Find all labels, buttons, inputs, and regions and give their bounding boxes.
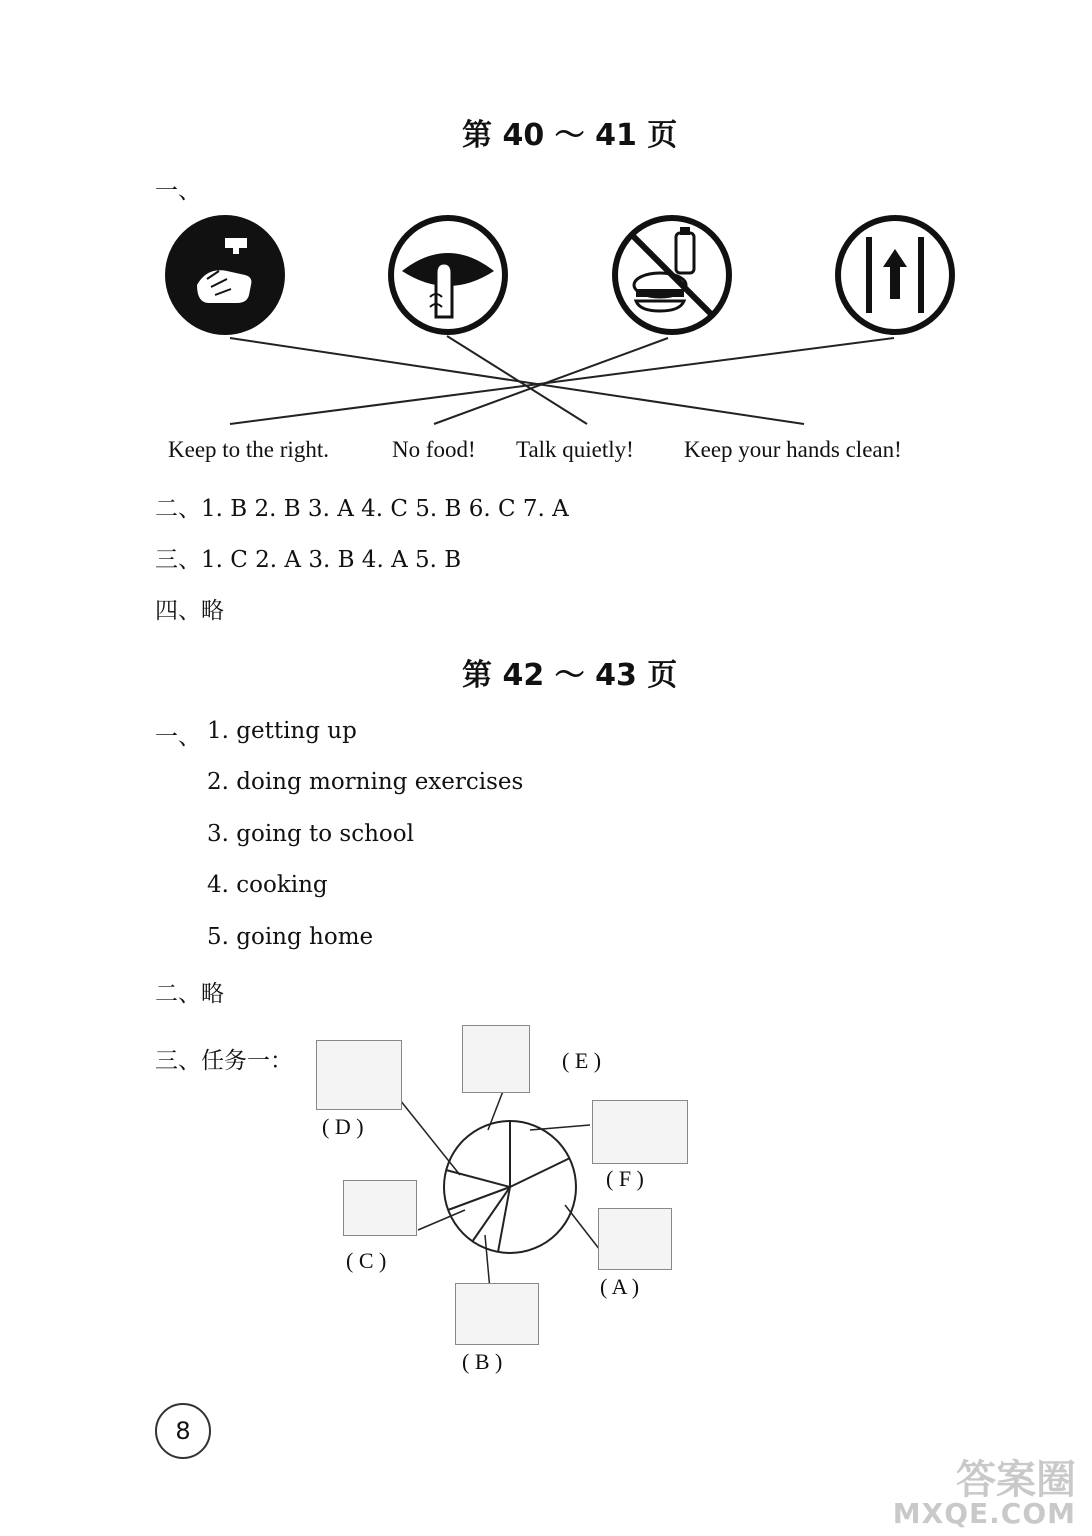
label-no-food: No food! (392, 437, 476, 462)
label-d: ( D ) (322, 1114, 364, 1139)
label-keep-hands-clean: Keep your hands clean! (684, 437, 902, 462)
s2-item-1: 1. getting up (207, 718, 357, 744)
label-c: ( C ) (346, 1248, 387, 1273)
s2-item-4: 4. cooking (207, 872, 328, 898)
part4-answer: 四、略 (155, 598, 224, 624)
quiet-lips-sign-icon (386, 213, 510, 337)
part2-answers: 二、1. B 2. B 3. A 4. C 5. B 6. C 7. A (155, 496, 569, 522)
label-f: ( F ) (606, 1166, 644, 1191)
picture-e (462, 1025, 530, 1093)
s2-part3-label: 三、任务一： (155, 1048, 293, 1074)
watermark-line1: 答案圈 (956, 1457, 1076, 1503)
no-food-sign-icon (610, 213, 734, 337)
section-title-40-41: 第 40 ～ 41 页 (462, 118, 678, 153)
part3-answers: 三、1. C 2. A 3. B 4. A 5. B (155, 547, 462, 573)
picture-d (316, 1040, 402, 1110)
label-talk-quietly: Talk quietly! (516, 437, 634, 462)
section-title-42-43: 第 42 ～ 43 页 (462, 658, 678, 693)
s2-part2: 二、略 (155, 981, 224, 1007)
s2-item-3: 3. going to school (207, 821, 414, 847)
label-e: ( E ) (562, 1048, 602, 1073)
picture-f (592, 1100, 688, 1164)
picture-b (455, 1283, 539, 1345)
s2-part1-label: 一、 (155, 724, 201, 750)
s2-item-5: 5. going home (207, 924, 374, 950)
watermark-line2: MXQE.COM (892, 1497, 1076, 1530)
part1-label: 一、 (155, 178, 201, 204)
s2-item-2: 2. doing morning exercises (207, 769, 524, 795)
keep-right-sign-icon (833, 213, 957, 337)
picture-a (598, 1208, 672, 1270)
page-number: 8 (155, 1403, 211, 1459)
label-a: ( A ) (600, 1274, 640, 1299)
label-keep-right: Keep to the right. (168, 437, 329, 462)
watermark (892, 1457, 1076, 1530)
label-b: ( B ) (462, 1349, 503, 1374)
matching-lines (0, 330, 1092, 450)
daily-routine-pie (380, 1090, 800, 1390)
hand-wash-sign-icon (163, 213, 287, 337)
picture-c (343, 1180, 417, 1236)
